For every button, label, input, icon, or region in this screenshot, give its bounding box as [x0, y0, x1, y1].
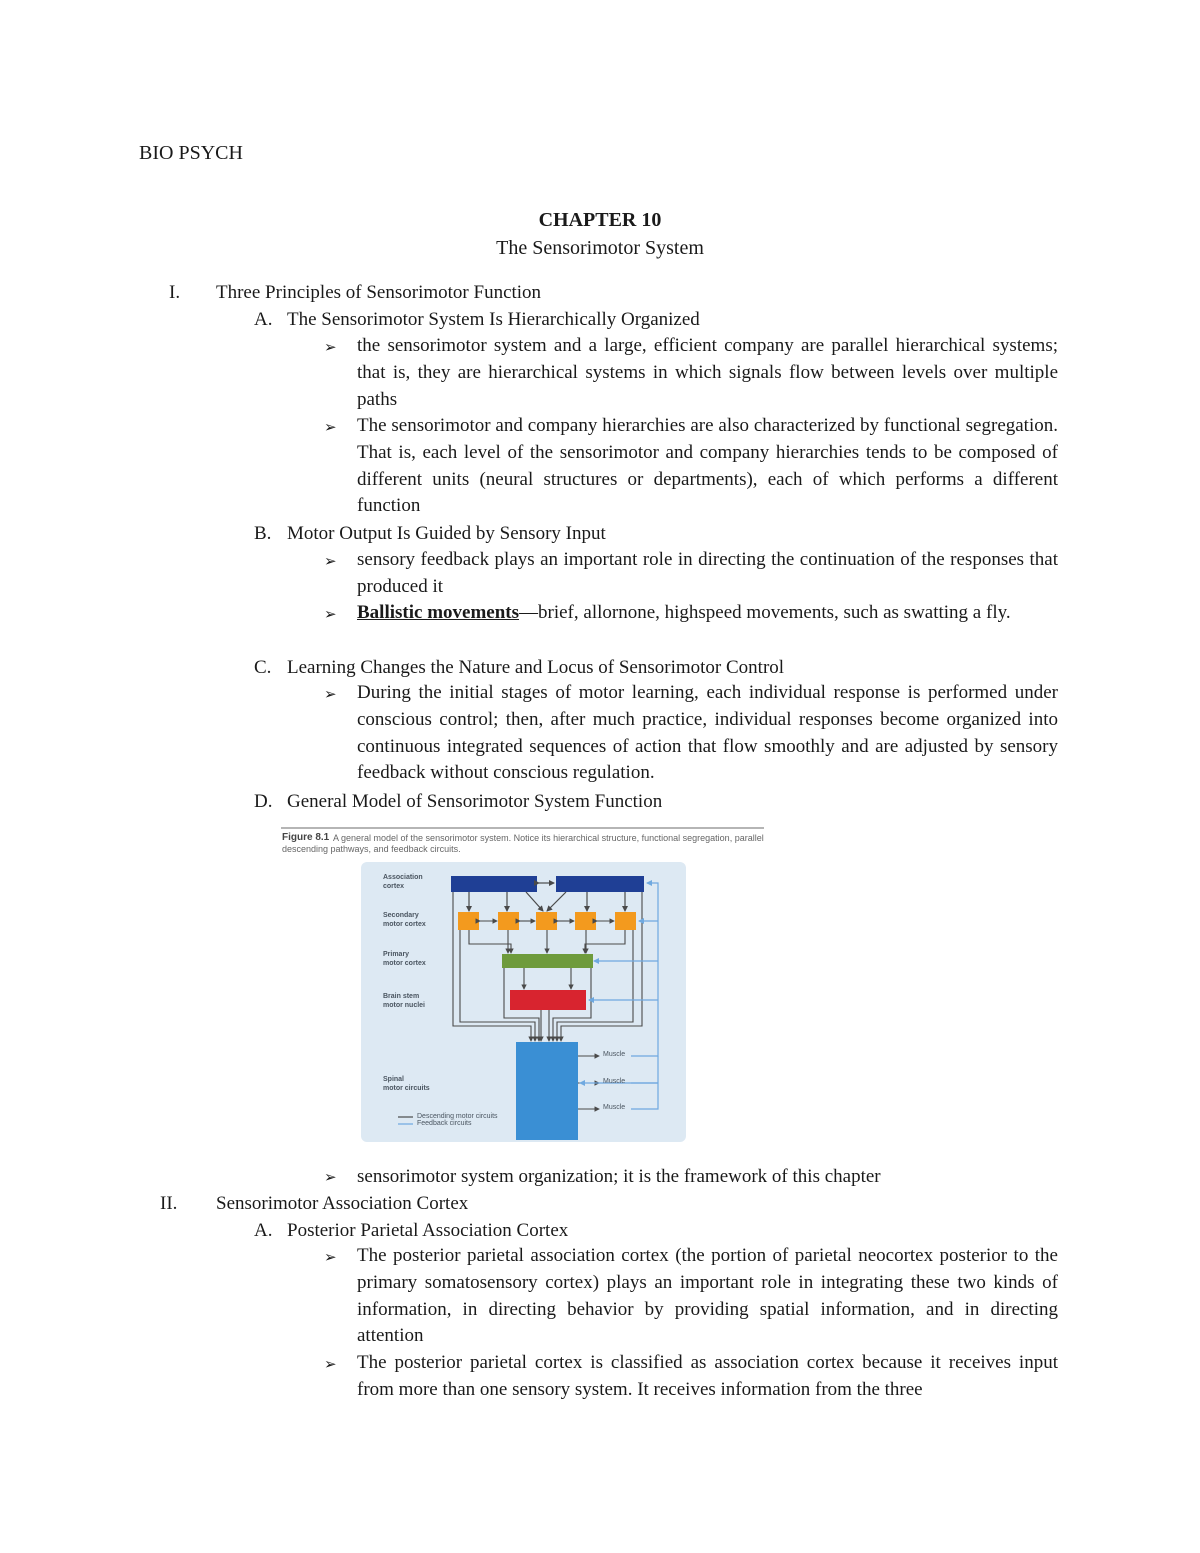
- secondary-motor-cortex-block: [575, 912, 596, 930]
- subsection-2a-letter: A.: [254, 1220, 273, 1241]
- subsection-1c-title: Learning Changes the Nature and Locus of Sensorimotor Control: [287, 657, 785, 678]
- subsection-1a-letter: A.: [254, 309, 273, 330]
- figure-caption-line-2: descending pathways, and feedback circuits.: [282, 844, 461, 854]
- figure-top-rule: [281, 827, 764, 829]
- figure-caption-line-1: A general model of the sensorimotor system. Notice its hierarchical structure, functional segregation, parallel: [333, 833, 764, 843]
- section-1-numeral: I.: [169, 282, 181, 303]
- label-muscle: Muscle: [603, 1104, 626, 1111]
- label-muscle: Muscle: [603, 1078, 626, 1085]
- label-spinal-motor-circuits: Spinal motor circuits: [383, 1076, 430, 1092]
- subsection-1b-letter: B.: [254, 523, 272, 544]
- secondary-motor-cortex-block: [498, 912, 519, 930]
- bullet-1d-1: sensorimotor system organization; it is the framework of this chapter: [357, 1166, 881, 1187]
- bullet-2a-2: The posterior parietal cortex is classified as association cortex because it receives input from more than one sensory system. It receives information from the three: [357, 1352, 1058, 1400]
- section-1-title: Three Principles of Sensorimotor Function: [216, 282, 542, 303]
- legend-descending: Descending motor circuits: [417, 1113, 498, 1120]
- figure-label: Figure 8.1: [282, 832, 330, 843]
- secondary-motor-cortex-block: [536, 912, 557, 930]
- bullet-2a-1: The posterior parietal association cortex (the portion of parietal neocortex posterior to the primary somatosensory cortex) plays an important role in integrating these two kinds of information, in directing behavior by providing spatial information, and in directing attention: [357, 1245, 1058, 1347]
- section-2-numeral: II.: [160, 1193, 178, 1214]
- association-cortex-block: [451, 876, 537, 892]
- subsection-1a-title: The Sensorimotor System Is Hierarchically Organized: [287, 309, 700, 330]
- subsection-1d-title: General Model of Sensorimotor System Function: [287, 791, 663, 812]
- bullet-1b-2: [357, 600, 1058, 627]
- association-cortex-block: [556, 876, 644, 892]
- bullet-arrow-icon: ➢: [324, 1248, 337, 1266]
- label-muscle: Muscle: [603, 1051, 626, 1058]
- label-secondary-motor-cortex: Secondary motor cortex: [383, 912, 426, 928]
- bullet-arrow-icon: ➢: [324, 418, 337, 436]
- subsection-1b-title: Motor Output Is Guided by Sensory Input: [287, 523, 606, 544]
- bullet-arrow-icon: ➢: [324, 1168, 337, 1186]
- course-header: BIO PSYCH: [139, 142, 243, 164]
- legend-feedback: Feedback circuits: [417, 1120, 472, 1127]
- brainstem-motor-nuclei-block: [510, 990, 586, 1010]
- chapter-number: CHAPTER 10: [538, 209, 662, 231]
- label-brainstem-motor-nuclei: Brain stem motor nuclei: [383, 993, 426, 1009]
- spinal-motor-circuits-block: [516, 1042, 578, 1140]
- subsection-2a-title: Posterior Parietal Association Cortex: [287, 1220, 569, 1241]
- key-term-ballistic-movements: Ballistic movements: [357, 602, 520, 623]
- bullet-arrow-icon: ➢: [324, 605, 337, 623]
- bullet-1c-1: During the initial stages of motor learning, each individual response is performed under conscious control; then, after much practice, individual responses become organized into continuous integrated sequences of action that flow smoothly and are adjusted by sensory feedback without conscious regulation.: [357, 682, 1058, 784]
- secondary-motor-cortex-block: [615, 912, 636, 930]
- chapter-title: The Sensorimotor System: [496, 237, 704, 259]
- bullet-arrow-icon: ➢: [324, 1355, 337, 1373]
- section-2-title: Sensorimotor Association Cortex: [216, 1193, 469, 1214]
- label-primary-motor-cortex: Primary motor cortex: [383, 951, 426, 967]
- bullet-arrow-icon: ➢: [324, 338, 337, 356]
- primary-motor-cortex-block: [502, 954, 593, 968]
- subsection-1c-letter: C.: [254, 657, 272, 678]
- label-association-cortex: Association cortex: [383, 874, 423, 890]
- subsection-1d-letter: D.: [254, 791, 273, 812]
- bullet-arrow-icon: ➢: [324, 685, 337, 703]
- bullet-arrow-icon: ➢: [324, 552, 337, 570]
- secondary-motor-cortex-block: [458, 912, 479, 930]
- bullet-1a-1: the sensorimotor system and a large, efficient company are parallel hierarchical systems; that is, they are hierarchical systems in which signals flow between levels over multiple paths: [357, 335, 1058, 410]
- key-term-definition: —brief, allornone, highspeed movements, such as swatting a fly.: [519, 602, 1011, 623]
- bullet-1a-2: The sensorimotor and company hierarchies are also characterized by functional segregation. That is, each level of the sensorimotor and company hierarchies tends to be composed of different units (neural structures or departments), each of which performs a different function: [357, 415, 1058, 517]
- bullet-1b-1: sensory feedback plays an important role in directing the continuation of the responses that produced it: [357, 549, 1058, 597]
